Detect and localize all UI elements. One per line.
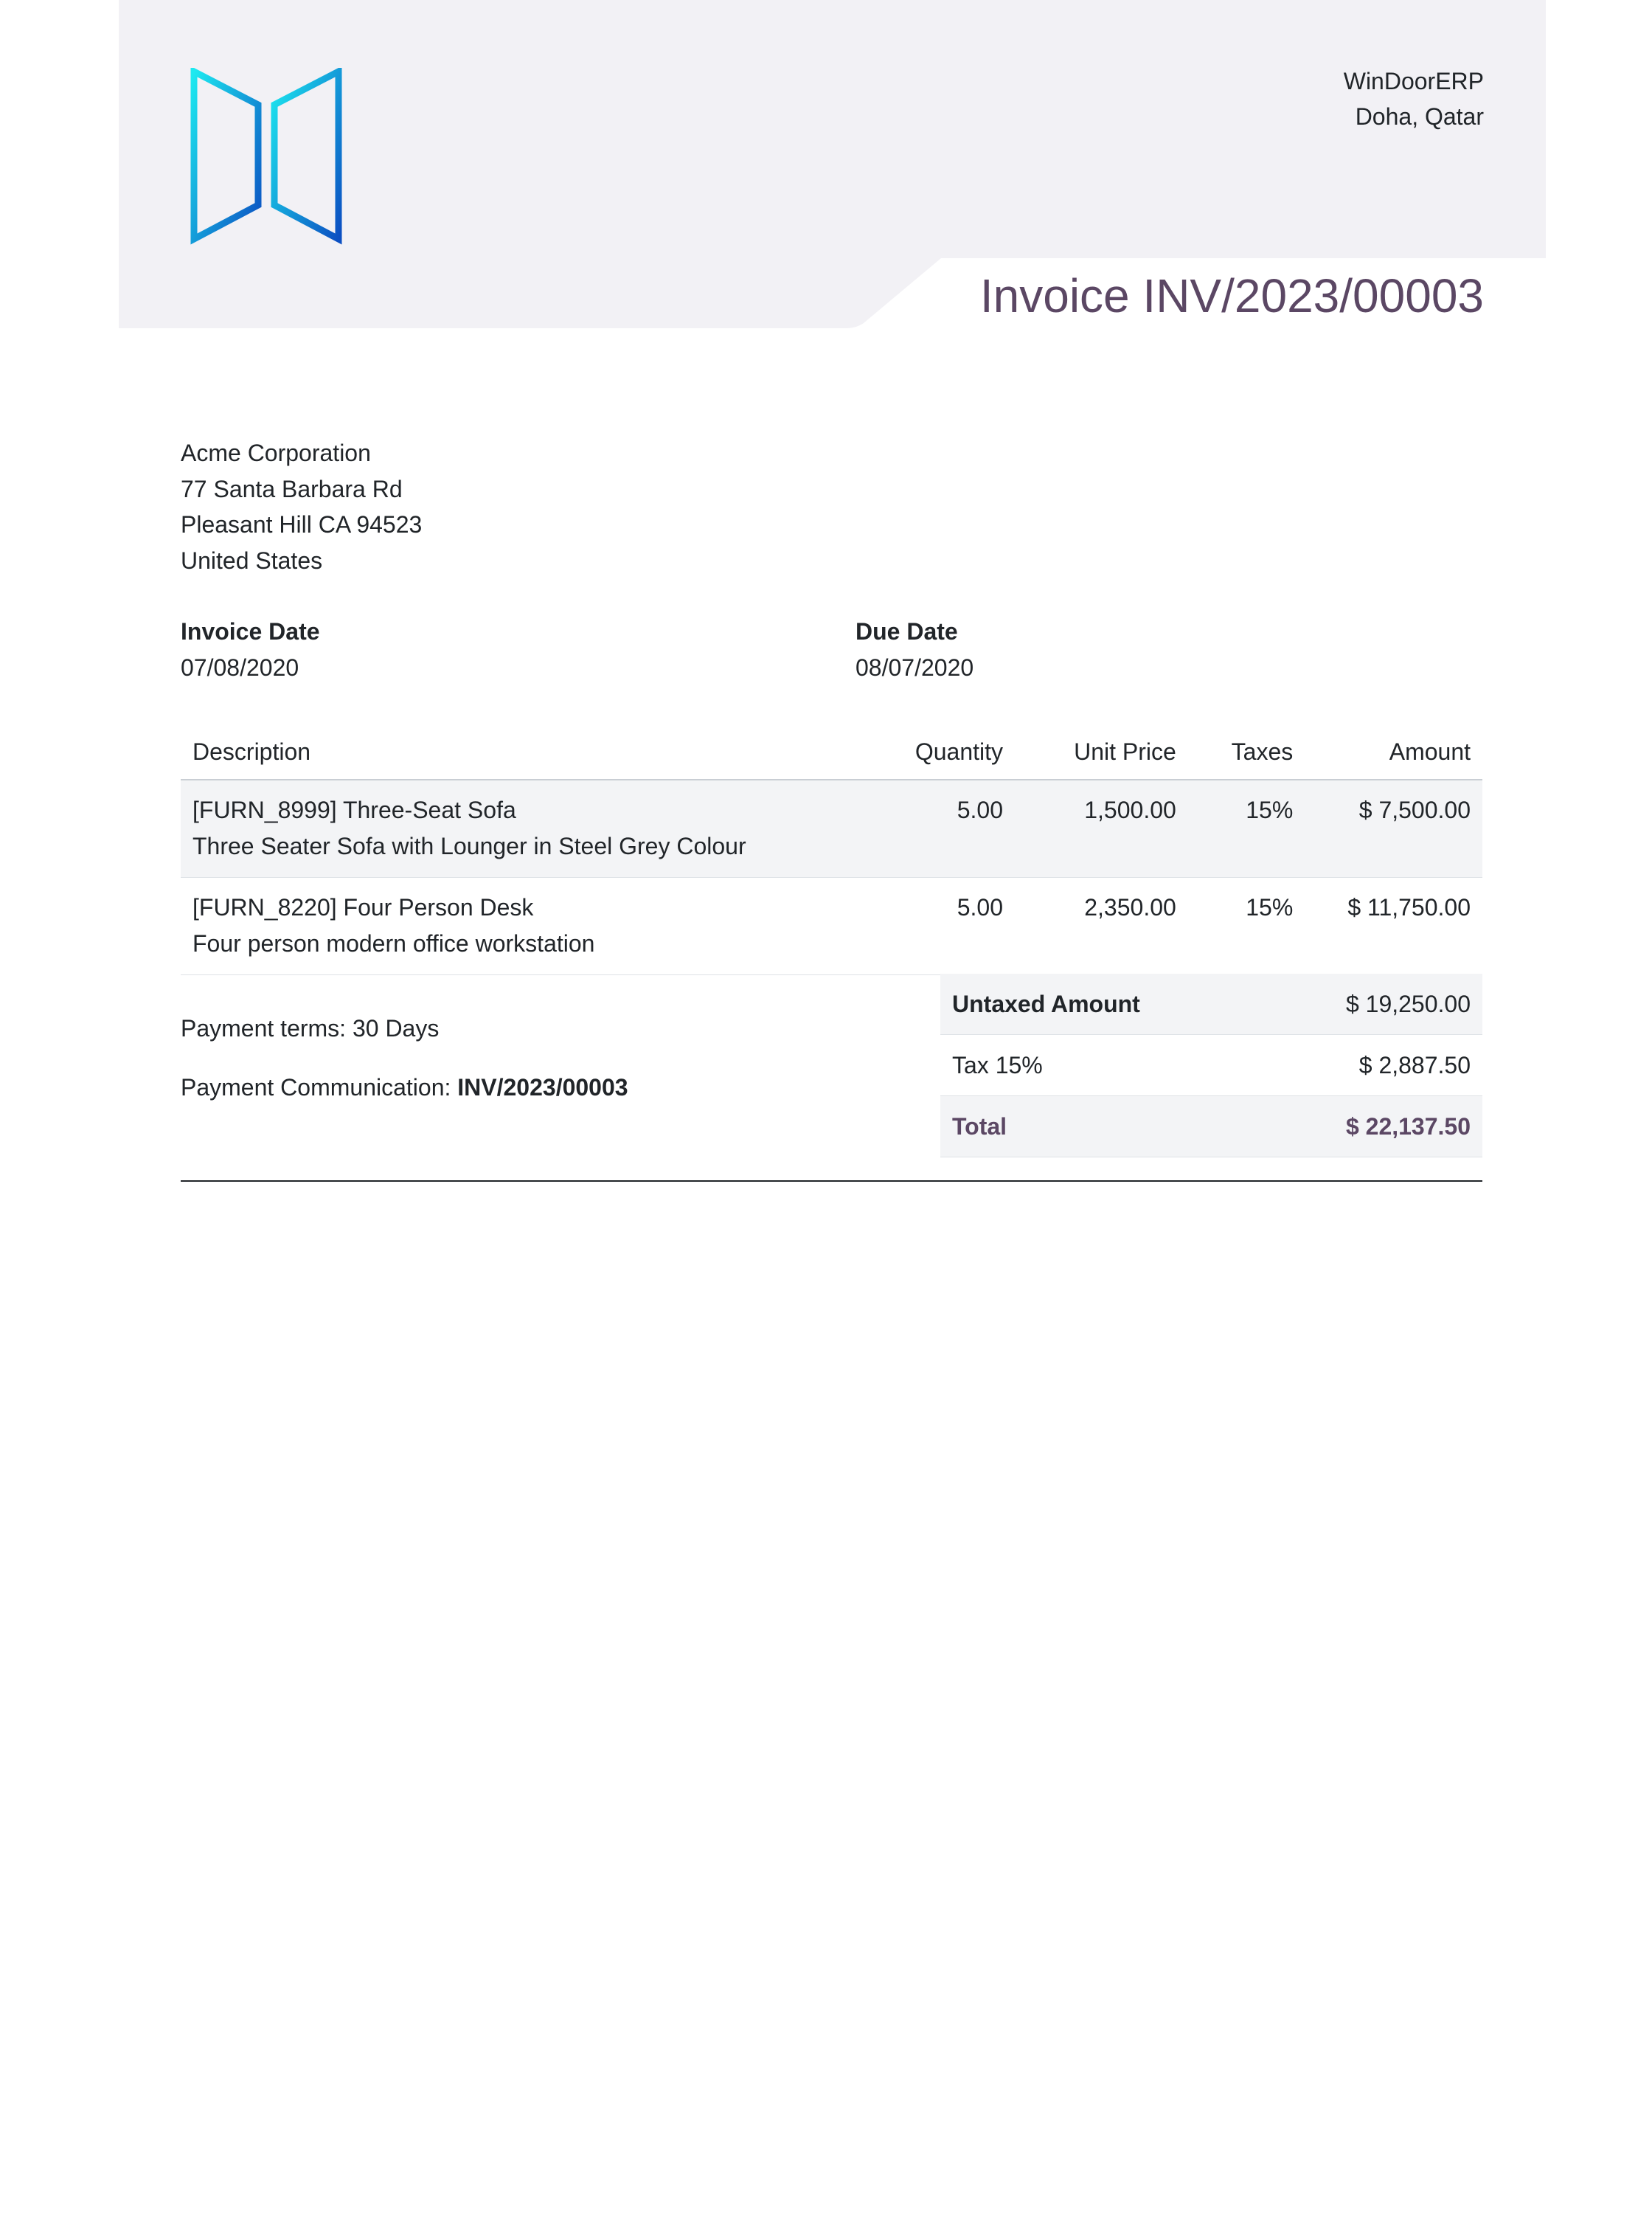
company-address	[1344, 63, 1484, 134]
table-row	[181, 878, 1482, 975]
payment-communication-label: Payment Communication:	[181, 1074, 458, 1101]
company-city: Doha, Qatar	[1355, 103, 1484, 130]
line-description-cell	[181, 780, 862, 878]
line-amount: $ 7,500.00	[1305, 780, 1482, 878]
due-date-label: Due Date	[856, 618, 958, 645]
partner-name: Acme Corporation	[181, 440, 371, 466]
untaxed-amount-label: Untaxed Amount	[940, 974, 1259, 1035]
payment-communication	[181, 1070, 628, 1105]
line-taxes: 15%	[1188, 780, 1305, 878]
total-label: Total	[940, 1096, 1259, 1157]
totals-table	[940, 974, 1482, 1157]
due-date-value: 08/07/2020	[856, 654, 974, 681]
partner-city: Pleasant Hill CA 94523	[181, 511, 423, 538]
line-description-cell	[181, 878, 862, 975]
total-value: $ 22,137.50	[1259, 1096, 1482, 1157]
line-description: Three Seater Sofa with Lounger in Steel Grey Colour	[192, 832, 746, 859]
line-taxes: 15%	[1188, 878, 1305, 975]
total-row	[940, 1096, 1482, 1157]
payment-communication-value: INV/2023/00003	[457, 1074, 628, 1101]
company-name: WinDoorERP	[1343, 68, 1484, 94]
table-header-row	[181, 724, 1482, 780]
payment-terms: Payment terms: 30 Days	[181, 1015, 440, 1042]
table-row	[181, 780, 1482, 878]
due-date-block	[856, 614, 974, 685]
line-quantity: 5.00	[862, 780, 1015, 878]
invoice-date-value: 07/08/2020	[181, 654, 299, 681]
tax-label: Tax 15%	[940, 1035, 1259, 1096]
column-header-taxes: Taxes	[1188, 724, 1305, 780]
partner-country: United States	[181, 547, 323, 574]
column-header-quantity: Quantity	[862, 724, 1015, 780]
partner-street: 77 Santa Barbara Rd	[181, 475, 403, 502]
partner-address	[181, 435, 422, 578]
line-amount: $ 11,750.00	[1305, 878, 1482, 975]
bottom-divider	[181, 1180, 1482, 1182]
tax-value: $ 2,887.50	[1259, 1035, 1482, 1096]
line-product: [FURN_8220] Four Person Desk	[192, 894, 534, 921]
line-product: [FURN_8999] Three-Seat Sofa	[192, 797, 516, 823]
line-unit-price: 1,500.00	[1015, 780, 1188, 878]
line-quantity: 5.00	[862, 878, 1015, 975]
column-header-amount: Amount	[1305, 724, 1482, 780]
invoice-date-label: Invoice Date	[181, 618, 320, 645]
invoice-title: Invoice INV/2023/00003	[979, 269, 1484, 322]
tax-row	[940, 1035, 1482, 1096]
invoice-date-block	[181, 614, 320, 685]
untaxed-amount-value: $ 19,250.00	[1259, 974, 1482, 1035]
untaxed-amount-row	[940, 974, 1482, 1035]
window-door-logo-icon	[190, 68, 342, 245]
column-header-unit-price: Unit Price	[1015, 724, 1188, 780]
line-description: Four person modern office workstation	[192, 929, 595, 957]
invoice-lines-table	[181, 724, 1482, 975]
line-unit-price: 2,350.00	[1015, 878, 1188, 975]
column-header-description: Description	[181, 724, 862, 780]
